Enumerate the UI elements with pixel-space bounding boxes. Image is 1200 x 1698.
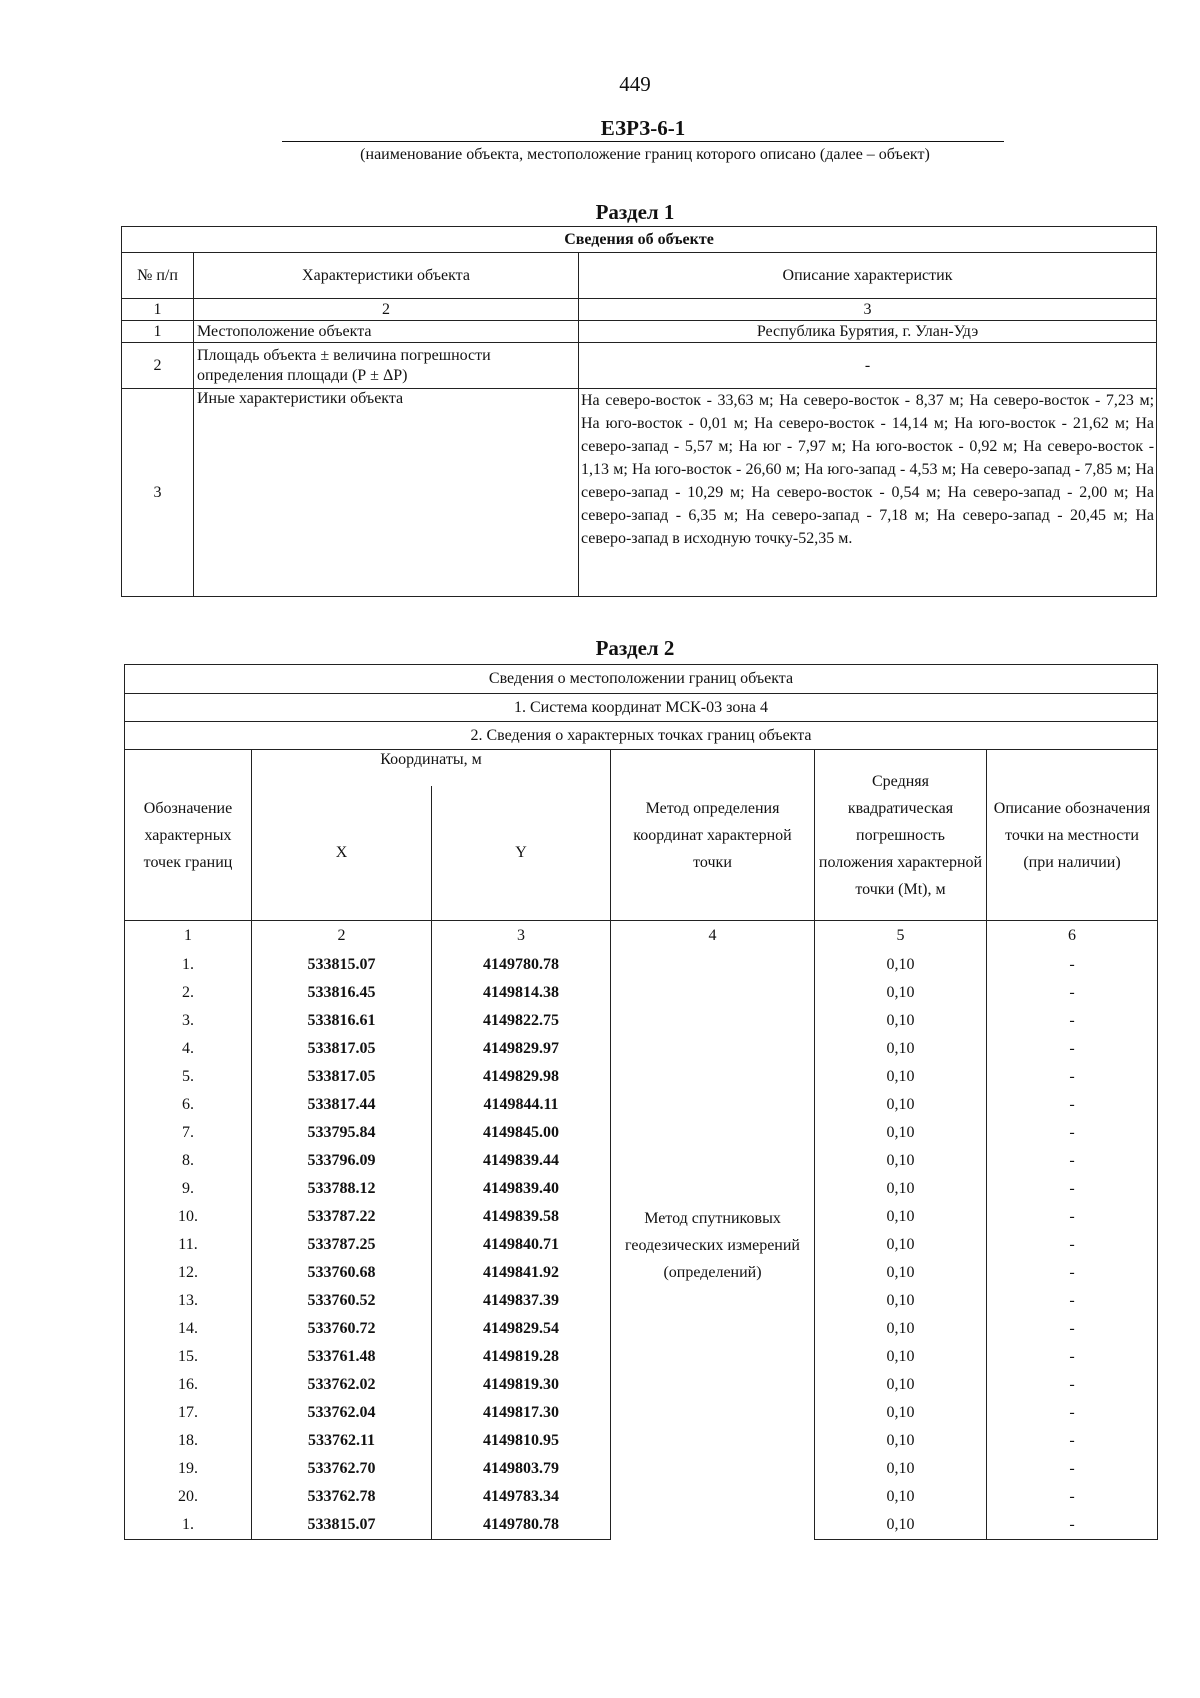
point-x: 533795.84 (252, 1119, 432, 1147)
point-error: 0,10 (815, 1287, 987, 1315)
point-x: 533762.04 (252, 1399, 432, 1427)
point-error: 0,10 (815, 1035, 987, 1063)
point-x: 533762.70 (252, 1455, 432, 1483)
header-number: № п/п (122, 253, 194, 299)
point-description: - (987, 1511, 1158, 1540)
point-description: - (987, 1119, 1158, 1147)
point-description: - (987, 1259, 1158, 1287)
header-number-index: 2 (194, 299, 579, 321)
point-y: 4149829.97 (432, 1035, 611, 1063)
point-error: 0,10 (815, 1007, 987, 1035)
point-error: 0,10 (815, 1427, 987, 1455)
point-description: - (987, 1231, 1158, 1259)
point-y: 4149837.39 (432, 1287, 611, 1315)
point-error: 0,10 (815, 1119, 987, 1147)
page-number: 449 (619, 72, 651, 96)
point-id: 3. (125, 1007, 252, 1035)
point-y: 4149839.44 (432, 1147, 611, 1175)
col-number: 6 (987, 921, 1158, 952)
point-description: - (987, 1455, 1158, 1483)
col-method: Метод определения координат характерной точки (611, 750, 815, 921)
point-y: 4149844.11 (432, 1091, 611, 1119)
point-y: 4149839.58 (432, 1203, 611, 1231)
point-description: - (987, 951, 1158, 979)
point-x: 533816.45 (252, 979, 432, 1007)
point-x: 533817.05 (252, 1063, 432, 1091)
point-id: 5. (125, 1063, 252, 1091)
point-description: - (987, 1483, 1158, 1511)
point-id: 15. (125, 1343, 252, 1371)
header-description: Описание характеристик (579, 253, 1157, 299)
point-id: 4. (125, 1035, 252, 1063)
point-error: 0,10 (815, 979, 987, 1007)
section1-title: Раздел 1 (595, 200, 675, 224)
point-error: 0,10 (815, 1231, 987, 1259)
point-id: 18. (125, 1427, 252, 1455)
point-y: 4149819.30 (432, 1371, 611, 1399)
object-name: ЕЗРЗ-6-1 (600, 116, 686, 140)
point-id: 16. (125, 1371, 252, 1399)
point-y: 4149841.92 (432, 1259, 611, 1287)
point-description: - (987, 1091, 1158, 1119)
point-error: 0,10 (815, 1455, 987, 1483)
point-y: 4149814.38 (432, 979, 611, 1007)
point-x: 533761.48 (252, 1343, 432, 1371)
point-error: 0,10 (815, 1399, 987, 1427)
point-description: - (987, 1007, 1158, 1035)
point-description: - (987, 1175, 1158, 1203)
point-y: 4149845.00 (432, 1119, 611, 1147)
point-error: 0,10 (815, 1259, 987, 1287)
point-description: - (987, 1371, 1158, 1399)
point-id: 7. (125, 1119, 252, 1147)
table-row (125, 951, 1158, 979)
object-info-table (121, 226, 1157, 597)
point-x: 533762.11 (252, 1427, 432, 1455)
point-y: 4149810.95 (432, 1427, 611, 1455)
col-x: X (252, 786, 432, 921)
point-description: - (987, 1063, 1158, 1091)
point-y: 4149803.79 (432, 1455, 611, 1483)
point-id: 8. (125, 1147, 252, 1175)
header-number-index: 3 (579, 299, 1157, 321)
point-error: 0,10 (815, 1147, 987, 1175)
col-number: 3 (432, 921, 611, 952)
point-x: 533788.12 (252, 1175, 432, 1203)
boundary-heading: Сведения о местоположении границ объекта (125, 665, 1158, 694)
coordinate-system: 1. Система координат МСК-03 зона 4 (125, 694, 1158, 722)
point-id: 9. (125, 1175, 252, 1203)
row-number: 1 (122, 321, 194, 343)
point-x: 533760.72 (252, 1315, 432, 1343)
point-error: 0,10 (815, 951, 987, 979)
points-heading: 2. Сведения о характерных точках границ объекта (125, 722, 1158, 750)
point-description: - (987, 1147, 1158, 1175)
boundary-points-table (124, 664, 1158, 1540)
point-id: 2. (125, 979, 252, 1007)
point-y: 4149829.54 (432, 1315, 611, 1343)
point-id: 17. (125, 1399, 252, 1427)
point-id: 12. (125, 1259, 252, 1287)
point-id: 11. (125, 1231, 252, 1259)
col-description: Описание обозначения точки на местности (при наличии) (987, 750, 1158, 921)
point-error: 0,10 (815, 1511, 987, 1540)
point-description: - (987, 1399, 1158, 1427)
row-name: Иные характеристики объекта (194, 389, 579, 597)
point-description: - (987, 979, 1158, 1007)
point-description: - (987, 1035, 1158, 1063)
point-id: 6. (125, 1091, 252, 1119)
point-id: 14. (125, 1315, 252, 1343)
object-info-table-title: Сведения об объекте (122, 227, 1157, 253)
point-y: 4149840.71 (432, 1231, 611, 1259)
row-number: 2 (122, 343, 194, 389)
point-id: 10. (125, 1203, 252, 1231)
points-body (125, 951, 1158, 1540)
point-error: 0,10 (815, 1203, 987, 1231)
section2-title: Раздел 2 (595, 636, 675, 660)
point-y: 4149819.28 (432, 1343, 611, 1371)
header-number-index: 1 (122, 299, 194, 321)
point-x: 533815.07 (252, 1511, 432, 1540)
point-error: 0,10 (815, 1343, 987, 1371)
col-designation: Обозначение характерных точек границ (125, 750, 252, 921)
point-x: 533796.09 (252, 1147, 432, 1175)
point-y: 4149829.98 (432, 1063, 611, 1091)
point-id: 13. (125, 1287, 252, 1315)
row-name: Местоположение объекта (194, 321, 579, 343)
point-y: 4149839.40 (432, 1175, 611, 1203)
point-x: 533762.02 (252, 1371, 432, 1399)
point-x: 533760.68 (252, 1259, 432, 1287)
col-number: 5 (815, 921, 987, 952)
point-x: 533817.44 (252, 1091, 432, 1119)
row-value: Республика Бурятия, г. Улан-Удэ (579, 321, 1157, 343)
point-x: 533816.61 (252, 1007, 432, 1035)
point-error: 0,10 (815, 1371, 987, 1399)
point-description: - (987, 1315, 1158, 1343)
object-name-underline (282, 141, 1004, 142)
point-x: 533760.52 (252, 1287, 432, 1315)
point-error: 0,10 (815, 1483, 987, 1511)
col-y: Y (432, 786, 611, 921)
object-caption: (наименование объекта, местоположение границ которого описано (далее – объект) (360, 146, 930, 163)
point-y: 4149822.75 (432, 1007, 611, 1035)
row-value: На северо-восток - 33,63 м; На северо-восток - 8,37 м; На северо-восток - 7,23 м; На юго-восток - 0,01 м; На северо-восток - 14,14 м; На юго-восток - 21,62 м; На северо-запад - 5,57 м; На юг - 7,97 м; На юго-восток - 0,92 м; На северо-восток - 1,13 м; На юго-восток - 26,60 м; На юго-запад - 4,53 м; На северо-запад - 7,85 м; На северо-запад - 10,29 м; На северо-восток - 0,54 м; На северо-запад - 2,00 м; На северо-запад - 6,35 м; На северо-запад - 7,18 м; На северо-запад - 20,45 м; На северо-запад в исходную точку-52,35 м. (579, 389, 1157, 597)
row-value: - (579, 343, 1157, 389)
point-id: 1. (125, 1511, 252, 1540)
col-coordinates: Координаты, м (252, 750, 611, 786)
header-characteristics: Характеристики объекта (194, 253, 579, 299)
point-description: - (987, 1343, 1158, 1371)
point-y: 4149780.78 (432, 1511, 611, 1540)
point-description: - (987, 1427, 1158, 1455)
point-x: 533787.22 (252, 1203, 432, 1231)
point-x: 533817.05 (252, 1035, 432, 1063)
point-error: 0,10 (815, 1063, 987, 1091)
point-error: 0,10 (815, 1091, 987, 1119)
point-error: 0,10 (815, 1175, 987, 1203)
col-error: Средняя квадратическая погрешность положения характерной точки (Mt), м (815, 750, 987, 921)
col-number: 1 (125, 921, 252, 952)
point-id: 19. (125, 1455, 252, 1483)
point-description: - (987, 1203, 1158, 1231)
point-error: 0,10 (815, 1315, 987, 1343)
point-y: 4149817.30 (432, 1399, 611, 1427)
point-id: 20. (125, 1483, 252, 1511)
method-value: Метод спутниковых геодезических измерений (определений) (611, 951, 815, 1540)
row-number: 3 (122, 389, 194, 597)
row-name: Площадь объекта ± величина погрешности определения площади (Р ± ΔР) (194, 343, 579, 389)
point-y: 4149780.78 (432, 951, 611, 979)
point-x: 533762.78 (252, 1483, 432, 1511)
point-x: 533815.07 (252, 951, 432, 979)
point-description: - (987, 1287, 1158, 1315)
col-number: 4 (611, 921, 815, 952)
point-id: 1. (125, 951, 252, 979)
col-number: 2 (252, 921, 432, 952)
point-y: 4149783.34 (432, 1483, 611, 1511)
point-x: 533787.25 (252, 1231, 432, 1259)
